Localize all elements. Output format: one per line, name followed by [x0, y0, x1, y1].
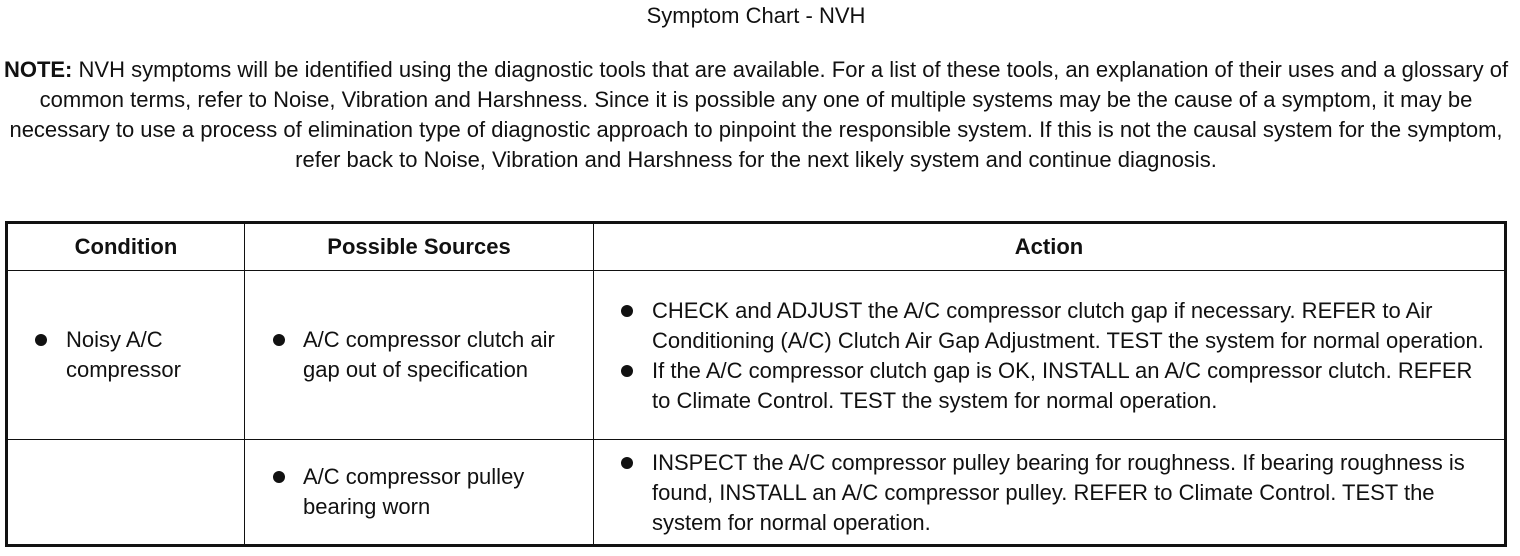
symptom-table	[5, 221, 1507, 547]
action-cell	[594, 271, 1506, 440]
source-item: A/C compressor pulley bearing worn	[245, 462, 593, 522]
bullet-icon	[621, 305, 633, 317]
bullet-icon	[621, 457, 633, 469]
bullet-icon	[273, 334, 285, 346]
table-header-row	[7, 223, 1506, 271]
table-row	[7, 440, 1506, 546]
condition-item: Noisy A/C compressor	[8, 325, 244, 385]
condition-cell	[7, 440, 245, 546]
condition-cell	[7, 271, 245, 440]
bullet-icon	[273, 471, 285, 483]
header-condition: Condition	[7, 223, 245, 271]
action-cell	[594, 440, 1506, 546]
note-label: NOTE:	[3, 57, 73, 82]
action-item: If the A/C compressor clutch gap is OK, INSTALL an A/C compressor clutch. REFER to Climate Control. TEST the system for normal operation.	[594, 356, 1504, 416]
possible-sources-cell	[245, 271, 594, 440]
bullet-icon	[35, 334, 47, 346]
page-title: Symptom Chart - NVH	[646, 3, 866, 28]
note-paragraph	[0, 55, 1512, 175]
header-action: Action	[594, 223, 1506, 271]
possible-sources-cell	[245, 440, 594, 546]
action-item: INSPECT the A/C compressor pulley bearing for roughness. If bearing roughness is found, INSTALL an A/C compressor pulley. REFER to Climate Control. TEST the system for normal operation.	[594, 448, 1504, 538]
source-item: A/C compressor clutch air gap out of specification	[245, 325, 593, 385]
header-possible-sources: Possible Sources	[245, 223, 594, 271]
note-text: NVH symptoms will be identified using the diagnostic tools that are available. For a list of these tools, an explanation of their uses and a glossary of common terms, refer to Noise, Vibration and Harshness. Since it is possible any one of multiple systems may be the cause of a symptom, it may be necessary to use a process of elimination type of diagnostic approach to pinpoint the responsible system. If this is not the causal system for the symptom, refer back to Noise, Vibration and Harshness for the next likely system and continue diagnosis.	[9, 57, 1509, 172]
bullet-icon	[621, 365, 633, 377]
action-item: CHECK and ADJUST the A/C compressor clutch gap if necessary. REFER to Air Conditioning (A/C) Clutch Air Gap Adjustment. TEST the system for normal operation.	[594, 296, 1504, 356]
table-row	[7, 271, 1506, 440]
